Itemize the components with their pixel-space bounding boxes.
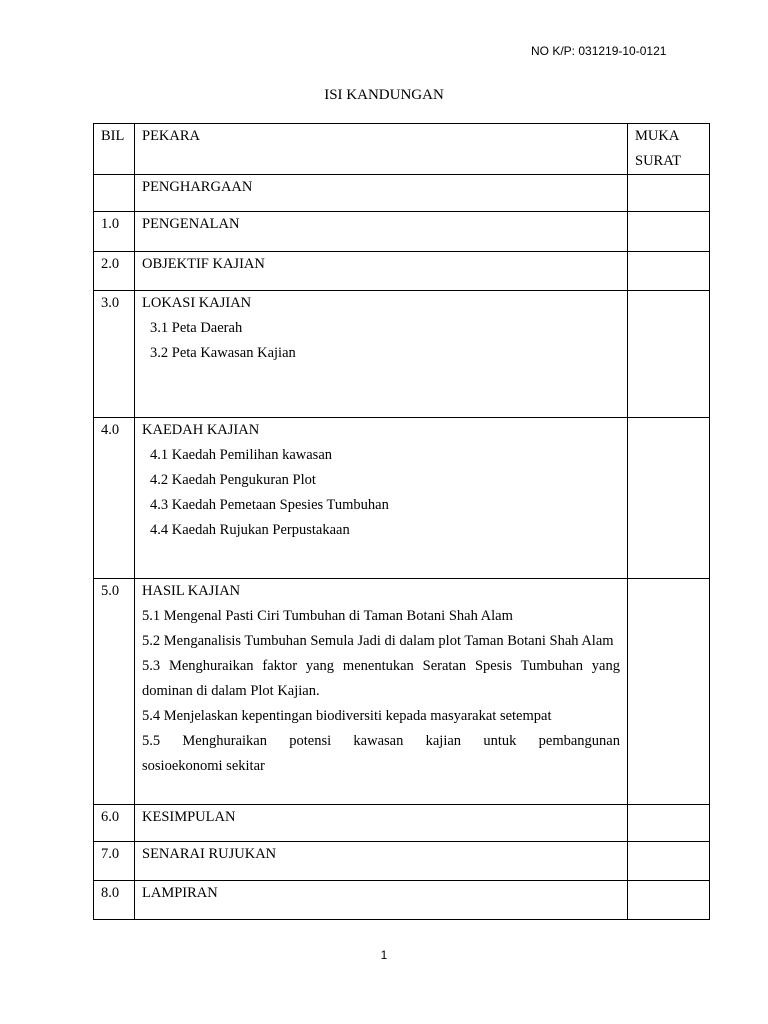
row-number <box>94 175 135 212</box>
page-cell <box>628 579 710 805</box>
header-muka-surat <box>628 124 710 175</box>
page-number: 1 <box>380 948 388 962</box>
row-title: LAMPIRAN <box>135 881 628 920</box>
table-of-contents <box>93 123 710 920</box>
row-title: PENGHARGAAN <box>135 175 628 212</box>
sub-item-continuation: sosioekonomi sekitar <box>142 758 265 774</box>
row-number: 4.0 <box>94 418 135 579</box>
sub-item: 5.2 Menganalisis Tumbuhan Semula Jadi di dalam plot Taman Botani Shah Alam <box>142 633 614 649</box>
id-number-header: NO K/P: 031219-10-0121 <box>531 44 667 58</box>
table-row <box>94 881 710 920</box>
sub-item: 5.1 Mengenal Pasti Ciri Tumbuhan di Taman Botani Shah Alam <box>142 608 513 624</box>
page-cell <box>628 252 710 291</box>
page-cell <box>628 212 710 252</box>
page-cell <box>628 175 710 212</box>
row-content <box>135 579 628 805</box>
row-title: HASIL KAJIAN <box>142 583 241 599</box>
header-pekara: PEKARA <box>135 124 628 175</box>
row-title: LOKASI KAJIAN <box>142 295 252 311</box>
page-cell <box>628 291 710 418</box>
row-content <box>135 291 628 418</box>
row-content <box>135 418 628 579</box>
table-row <box>94 175 710 212</box>
header-muka: MUKA <box>635 128 680 144</box>
row-number: 1.0 <box>94 212 135 252</box>
sub-item: 4.4 Kaedah Rujukan Perpustakaan <box>150 522 350 538</box>
row-title: PENGENALAN <box>135 212 628 252</box>
sub-item: 5.3 Menghuraikan faktor yang menentukan Seratan Spesis Tumbuhan yang dominan di dalam Plot Kajian. <box>142 658 620 699</box>
sub-item: 3.1 Peta Daerah <box>150 320 243 336</box>
sub-item: 4.1 Kaedah Pemilihan kawasan <box>150 447 333 463</box>
row-title: OBJEKTIF KAJIAN <box>135 252 628 291</box>
sub-item: 3.2 Peta Kawasan Kajian <box>150 345 296 361</box>
table-row <box>94 805 710 842</box>
row-number: 5.0 <box>94 579 135 805</box>
page-title: ISI KANDUNGAN <box>324 87 444 103</box>
row-number: 8.0 <box>94 881 135 920</box>
row-number: 3.0 <box>94 291 135 418</box>
row-title: KAEDAH KAJIAN <box>142 422 260 438</box>
table-row <box>94 291 710 418</box>
row-number: 6.0 <box>94 805 135 842</box>
table-row <box>94 842 710 881</box>
row-title: SENARAI RUJUKAN <box>135 842 628 881</box>
table-header-row <box>94 124 710 175</box>
page-cell <box>628 842 710 881</box>
header-bil: BIL <box>94 124 135 175</box>
page-cell <box>628 418 710 579</box>
table-row <box>94 579 710 805</box>
row-title: KESIMPULAN <box>135 805 628 842</box>
page-cell <box>628 881 710 920</box>
sub-item: 5.5 Menghuraikan potensi kawasan kajian untuk pembangunan <box>142 733 620 749</box>
row-number: 2.0 <box>94 252 135 291</box>
sub-item: 5.4 Menjelaskan kepentingan biodiversiti kepada masyarakat setempat <box>142 708 552 724</box>
table-row <box>94 418 710 579</box>
page-cell <box>628 805 710 842</box>
table-row <box>94 212 710 252</box>
header-surat: SURAT <box>635 153 681 169</box>
sub-item: 4.2 Kaedah Pengukuran Plot <box>150 472 316 488</box>
sub-item: 4.3 Kaedah Pemetaan Spesies Tumbuhan <box>150 497 389 513</box>
row-number: 7.0 <box>94 842 135 881</box>
table-row <box>94 252 710 291</box>
